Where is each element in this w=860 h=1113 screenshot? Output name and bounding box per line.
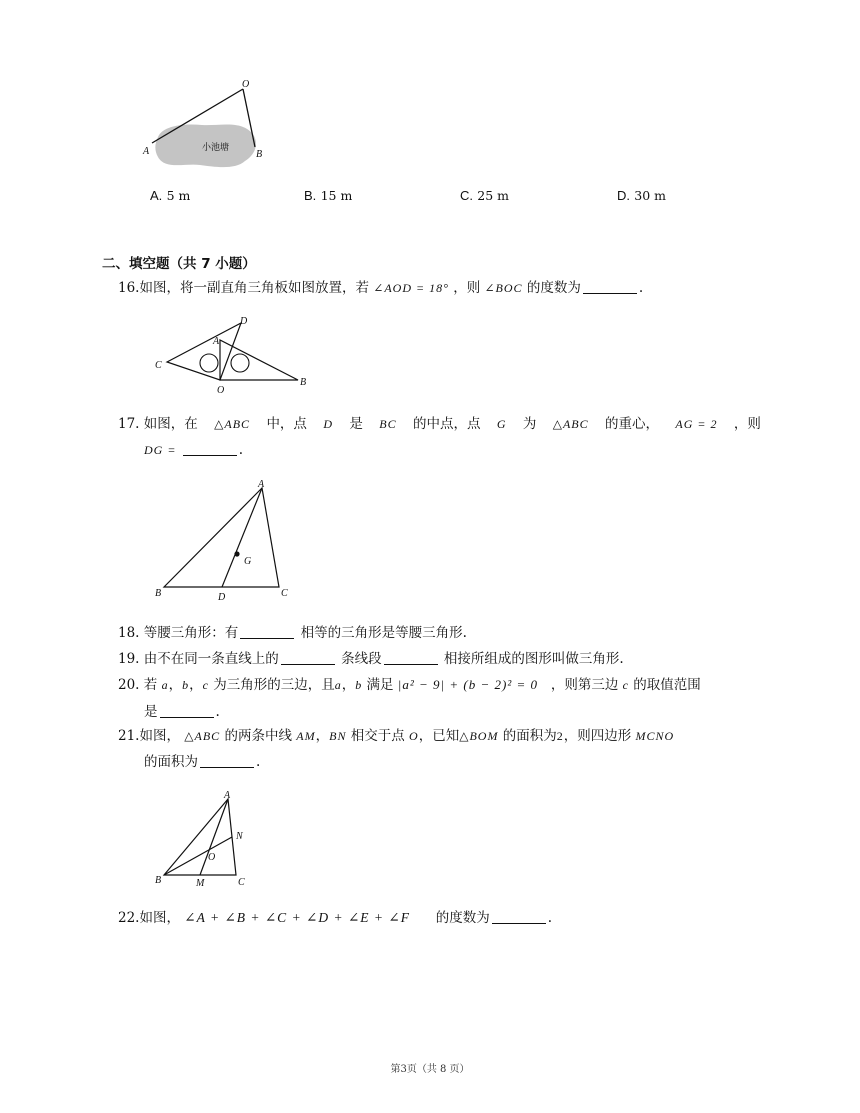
answer-blank[interactable]	[492, 909, 546, 924]
label-A: A	[213, 336, 220, 347]
label-D: D	[240, 316, 248, 327]
triangle-ABC	[164, 488, 279, 587]
answer-blank[interactable]	[281, 650, 335, 665]
answer-blank[interactable]	[200, 753, 254, 768]
circle-hole-1	[200, 354, 218, 372]
median-AD	[222, 488, 262, 587]
set-squares-figure	[150, 312, 320, 397]
section-title: 二、填空题（共 7 小题）	[102, 256, 256, 272]
label-O: O	[217, 385, 225, 396]
centroid-triangle-figure	[150, 476, 300, 604]
question-21-line2: 的面积为 .	[144, 754, 261, 770]
label-G: G	[244, 556, 252, 567]
answer-blank[interactable]	[240, 624, 294, 639]
answer-blank[interactable]	[160, 703, 214, 718]
label-B: B	[155, 588, 162, 599]
label-O: O	[208, 852, 216, 863]
answer-blank[interactable]	[384, 650, 438, 665]
label-N: N	[236, 831, 243, 842]
question-20-line1: 20. 若 a，b，c 为三角形的三边，且a，b 满足 |a² − 9| + (b − 2)² = 0 ，则第三边 c 的取值范围	[118, 677, 701, 693]
option-D: D. 30 m	[617, 188, 667, 203]
label-B: B	[155, 875, 162, 886]
label-A: A	[143, 146, 150, 157]
label-B: B	[256, 149, 263, 160]
option-B: B. 15 m	[304, 188, 353, 203]
pond-label: 小池塘	[202, 143, 230, 153]
label-B: B	[300, 377, 307, 388]
question-22: 22.如图， ∠A + ∠B + ∠C + ∠D + ∠E + ∠F 的度数为 .	[118, 910, 552, 926]
answer-blank[interactable]	[583, 279, 637, 294]
question-17-line2: DG = .	[144, 442, 244, 458]
label-C: C	[238, 877, 245, 888]
label-O: O	[242, 79, 250, 90]
question-20-line2: 是 .	[144, 704, 220, 720]
median-BN	[164, 837, 232, 875]
pond-figure	[140, 75, 275, 175]
option-C: C. 25 m	[460, 188, 510, 203]
question-16: 16.如图，将一副直角三角板如图放置，若 ∠AOD = 18° ，则 ∠BOC 的度数为 .	[118, 280, 644, 296]
circle-hole-2	[231, 354, 249, 372]
label-M: M	[196, 878, 205, 889]
label-C: C	[281, 588, 288, 599]
triangle-COD	[167, 323, 241, 380]
question-21-line1: 21.如图， △ABC 的两条中线 AM，BN 相交于点 O，已知△BOM 的面积为2，则四边形 MCNO	[118, 728, 675, 744]
label-A: A	[258, 479, 265, 490]
page-footer: 第3页（共 8 页）	[390, 1064, 470, 1075]
question-17-line1: 17. 如图，在 △ABC 中，点 D 是 BC 的中点，点 G 为 △ABC 的重心， AG = 2 ，则	[118, 416, 761, 432]
label-A: A	[224, 790, 231, 801]
median-AM	[200, 799, 228, 875]
answer-blank[interactable]	[183, 441, 237, 456]
question-19: 19. 由不在同一条直线上的 条线段 相接所组成的图形叫做三角形.	[118, 651, 624, 667]
medians-figure	[150, 787, 255, 889]
question-18: 18. 等腰三角形：有 相等的三角形是等腰三角形.	[118, 625, 467, 641]
label-C: C	[155, 360, 162, 371]
option-A: A. 5 m	[150, 188, 191, 203]
triangle-ABC	[164, 799, 236, 875]
centroid-point	[234, 551, 239, 556]
label-D: D	[218, 592, 226, 603]
